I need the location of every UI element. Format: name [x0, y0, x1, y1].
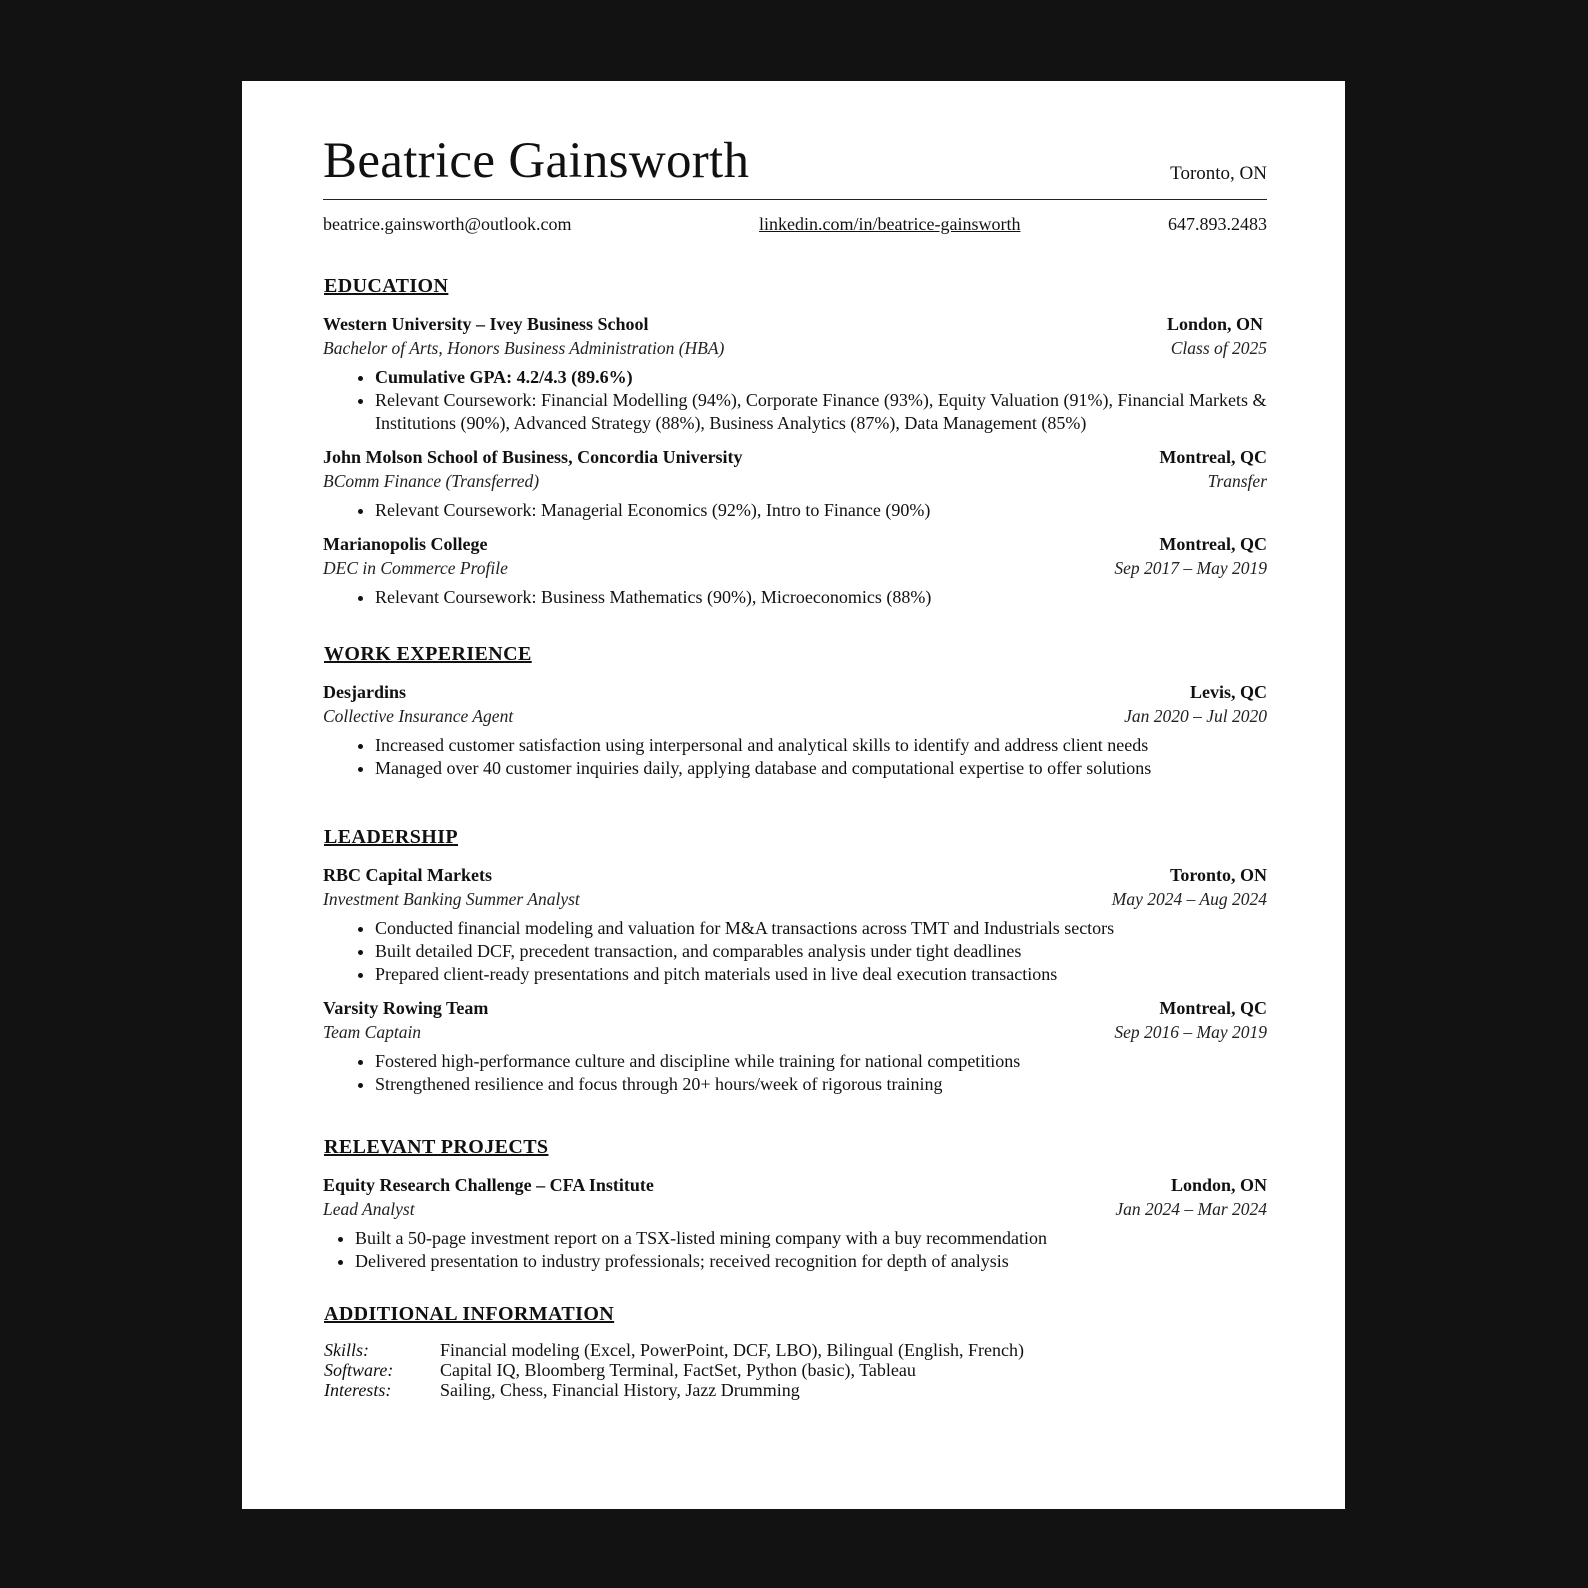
- entry-location: Toronto, ON: [1169, 865, 1267, 885]
- additional-label: Interests:: [324, 1380, 392, 1400]
- entry-location: Levis, QC: [1189, 682, 1267, 702]
- education-section: [323, 275, 1267, 609]
- entry-bullets: [323, 586, 1267, 609]
- entry-org: Desjardins: [323, 682, 407, 702]
- leadership-entry: [323, 863, 1267, 986]
- entry-org: Marianopolis College: [323, 534, 488, 554]
- bullet-item: • Managed over 40 customer inquiries daily, applying database and computational expertise to offer solutions: [375, 757, 1267, 780]
- education-entry: [323, 445, 1267, 522]
- education-entry: [323, 532, 1267, 609]
- bullet-item: • Delivered presentation to industry professionals; received recognition for depth of analysis: [355, 1250, 1267, 1273]
- entry-date: Jan 2020 – Jul 2020: [1124, 706, 1267, 726]
- gpa-item: • Cumulative GPA: 4.2/4.3 (89.6%): [375, 366, 1267, 389]
- entry-location: London, ON: [1166, 314, 1263, 334]
- entry-org: Varsity Rowing Team: [323, 998, 489, 1018]
- header: [323, 125, 1267, 187]
- entry-org: Western University – Ivey Business School: [323, 314, 649, 334]
- coursework-item: • Relevant Coursework: Financial Modelling (94%), Corporate Finance (93%), Equity Valuation (91%), Financial Markets & Institutions (90%), Advanced Strategy (88%), Business Analytics (87%), Data Management (85%): [375, 389, 1267, 435]
- additional-row: [324, 1380, 1267, 1400]
- header-city: Toronto, ON: [1170, 163, 1267, 184]
- entry-bullets: [323, 917, 1267, 986]
- entry-date: Transfer: [1207, 471, 1267, 491]
- entry-role: Team Captain: [323, 1022, 422, 1042]
- additional-section: [323, 1303, 1267, 1400]
- work-entry: [323, 680, 1267, 780]
- phone-text: 647.893.2483: [1168, 214, 1267, 234]
- leadership-entry: [323, 996, 1267, 1096]
- entry-role: Collective Insurance Agent: [323, 706, 514, 726]
- bullet-item: • Increased customer satisfaction using interpersonal and analytical skills to identify and address client needs: [375, 734, 1267, 757]
- leadership-heading: LEADERSHIP: [324, 826, 459, 848]
- bullet-item: • Prepared client-ready presentations and pitch materials used in live deal execution transactions: [375, 963, 1267, 986]
- education-heading: EDUCATION: [324, 275, 449, 297]
- bullet-item: • Built a 50-page investment report on a TSX-listed mining company with a buy recommendation: [355, 1227, 1267, 1250]
- entry-location: Montreal, QC: [1159, 447, 1267, 467]
- entry-degree: Bachelor of Arts, Honors Business Administration (HBA): [323, 338, 725, 358]
- work-section: [323, 643, 1267, 780]
- additional-value: Capital IQ, Bloomberg Terminal, FactSet, Python (basic), Tableau: [440, 1360, 916, 1380]
- coursework-item: • Relevant Coursework: Managerial Economics (92%), Intro to Finance (90%): [375, 499, 1267, 522]
- bullet-item: • Strengthened resilience and focus through 20+ hours/week of rigorous training: [375, 1073, 1267, 1096]
- contact-row: [323, 214, 1267, 235]
- education-entry: [323, 312, 1267, 435]
- bullet-item: • Fostered high-performance culture and discipline while training for national competitions: [375, 1050, 1267, 1073]
- entry-location: Montreal, QC: [1159, 998, 1267, 1018]
- coursework-item: • Relevant Coursework: Business Mathematics (90%), Microeconomics (88%): [375, 586, 1267, 609]
- additional-table: [324, 1340, 1267, 1400]
- candidate-name: Beatrice Gainsworth: [323, 133, 750, 189]
- entry-location: London, ON: [1170, 1175, 1267, 1195]
- additional-row: [324, 1360, 1267, 1380]
- entry-bullets: [323, 1227, 1267, 1273]
- additional-label: Skills:: [324, 1340, 369, 1360]
- bullet-item: • Built detailed DCF, precedent transaction, and comparables analysis under tight deadlines: [375, 940, 1267, 963]
- entry-org: John Molson School of Business, Concordia University: [323, 447, 743, 467]
- email-text: beatrice.gainsworth@outlook.com: [323, 214, 572, 234]
- additional-row: [324, 1340, 1267, 1360]
- entry-org: Equity Research Challenge – CFA Institute: [323, 1175, 654, 1195]
- project-entry: [323, 1173, 1267, 1273]
- entry-bullets: [323, 734, 1267, 780]
- additional-label: Software:: [324, 1360, 394, 1380]
- entry-role: Investment Banking Summer Analyst: [323, 889, 580, 909]
- projects-heading: RELEVANT PROJECTS: [324, 1136, 549, 1158]
- entry-location: Montreal, QC: [1159, 534, 1267, 554]
- leadership-section: [323, 826, 1267, 1096]
- entry-date: May 2024 – Aug 2024: [1111, 889, 1267, 909]
- entry-date: Sep 2016 – May 2019: [1114, 1022, 1267, 1042]
- resume-page: [242, 81, 1345, 1509]
- bullet-item: • Conducted financial modeling and valuation for M&A transactions across TMT and Industrials sectors: [375, 917, 1267, 940]
- entry-date: Class of 2025: [1170, 338, 1267, 358]
- projects-section: [323, 1136, 1267, 1273]
- entry-degree: BComm Finance (Transferred): [323, 471, 540, 491]
- additional-value: Financial modeling (Excel, PowerPoint, DCF, LBO), Bilingual (English, French): [440, 1340, 1024, 1360]
- entry-bullets: [323, 1050, 1267, 1096]
- entry-role: Lead Analyst: [323, 1199, 415, 1219]
- linkedin-link[interactable]: linkedin.com/in/beatrice-gainsworth: [759, 214, 1021, 234]
- entry-bullets: [323, 499, 1267, 522]
- header-divider: [323, 199, 1267, 200]
- entry-org: RBC Capital Markets: [323, 865, 492, 885]
- entry-date: Sep 2017 – May 2019: [1114, 558, 1267, 578]
- entry-bullets: [323, 366, 1267, 435]
- additional-heading: ADDITIONAL INFORMATION: [324, 1303, 615, 1325]
- additional-value: Sailing, Chess, Financial History, Jazz Drumming: [440, 1380, 800, 1400]
- entry-degree: DEC in Commerce Profile: [323, 558, 508, 578]
- work-heading: WORK EXPERIENCE: [324, 643, 532, 665]
- entry-date: Jan 2024 – Mar 2024: [1115, 1199, 1267, 1219]
